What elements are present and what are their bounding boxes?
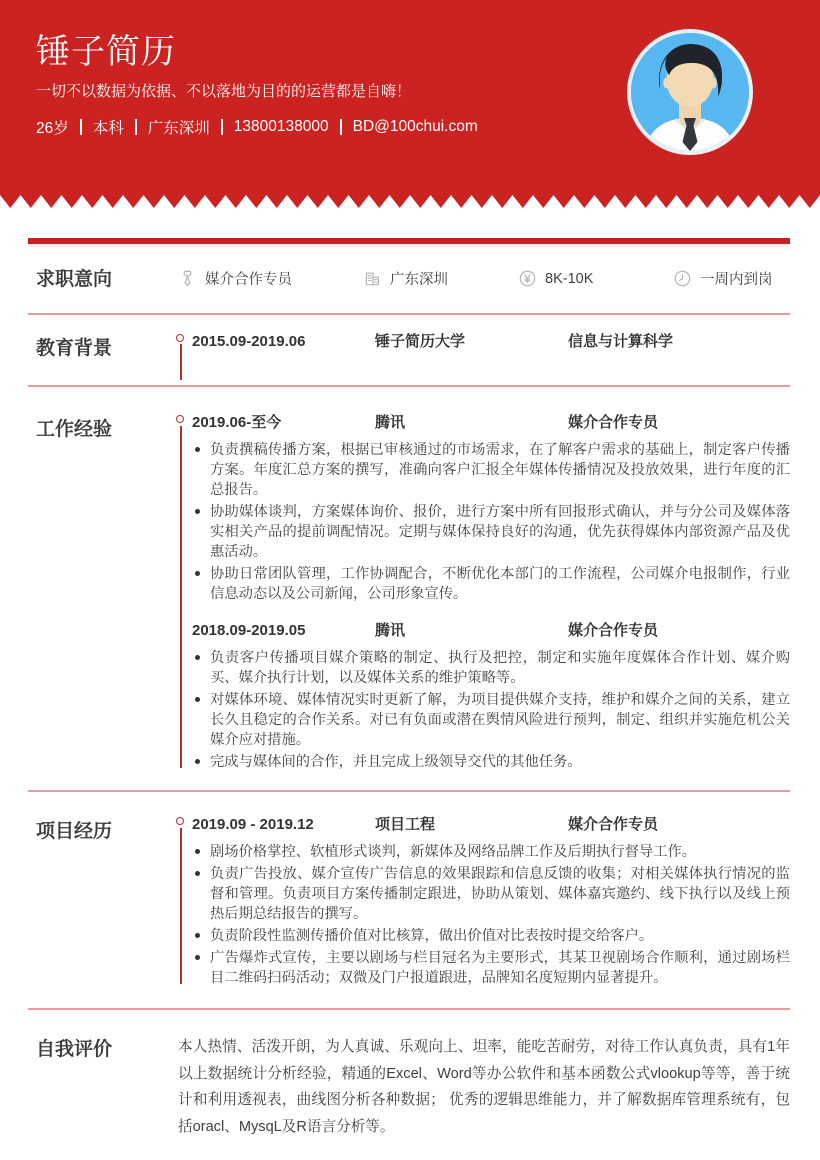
pipe-divider bbox=[80, 119, 82, 135]
work-role: 媒介合作专员 bbox=[568, 414, 659, 431]
project-entry bbox=[192, 814, 790, 988]
work-role: 媒介合作专员 bbox=[568, 622, 659, 639]
intent-label: 一周内到岗 bbox=[700, 272, 773, 288]
info-email: BD@100chui.com bbox=[352, 118, 478, 135]
section-job-intent bbox=[0, 244, 820, 313]
work-bullet-list bbox=[192, 648, 790, 772]
section-title-projects: 项目经历 bbox=[36, 821, 113, 842]
salary-icon bbox=[518, 269, 537, 288]
pipe-divider bbox=[221, 119, 223, 135]
work-timeline bbox=[178, 412, 790, 772]
bullet-item: 协助日常团队管理，工作协调配合，不断优化本部门的工作流程，公司媒介电报制作，行业信息动态以及公司新闻，公司形象宣传。 bbox=[192, 564, 790, 604]
section-projects bbox=[0, 792, 820, 1008]
section-work-experience bbox=[0, 387, 820, 790]
project-bullet-list bbox=[192, 842, 790, 988]
education-entry bbox=[192, 331, 790, 352]
intent-label: 媒介合作专员 bbox=[205, 272, 292, 288]
project-name: 项目工程 bbox=[375, 816, 436, 833]
info-phone: 13800138000 bbox=[233, 118, 329, 135]
tie-icon bbox=[178, 269, 197, 288]
bullet-item: 负责撰稿传播方案，根据已审核通过的市场需求，在了解客户需求的基础上，制定客户传播方案。年度汇总方案的撰写，准确向客户汇报全年媒体传播情况及投放效果，进行年度的汇总报告。 bbox=[192, 440, 790, 500]
bullet-item: 负责广告投放、媒介宣传广告信息的效果跟踪和信息反馈的收集；对相关媒体执行情况的监督和管理。负责项目方案传播制定跟进，协助从策划、媒体嘉宾邀约、线下执行以及线上预热后期总结报告的撰写。 bbox=[192, 864, 790, 924]
clock-icon bbox=[673, 269, 692, 288]
bullet-item: 对媒体环境、媒体情况实时更新了解，为项目提供媒介支持，维护和媒介之间的关系，建立长久且稳定的合作关系。对已有负面或潜在舆情风险进行预判，制定、组织并实施危机公关媒介应对措施。 bbox=[192, 690, 790, 750]
self-evaluation-text: 本人热情、活泼开朗，为人真诚、乐观向上、坦率，能吃苦耐劳，对待工作认真负责，具有1年以上数据统计分析经验，精通的Excel、Word等办公软件和基本函数公式vlookup等等，善于统计和利用透视表，曲线图分析各种数据； 优秀的逻辑思维能力，并了解数据库管理系统有，包括oracl、MysqL及R语言分析等。 bbox=[178, 1039, 790, 1135]
avatar-cartoon-man bbox=[631, 33, 749, 151]
work-bullet-list bbox=[192, 440, 790, 604]
bullet-item: 剧场价格掌控、软植形式谈判，新媒体及网络品牌工作及后期执行督导工作。 bbox=[192, 842, 790, 862]
section-education bbox=[0, 315, 820, 385]
work-period: 2018.09-2019.05 bbox=[192, 622, 306, 639]
section-title-job-intent: 求职意向 bbox=[36, 269, 113, 290]
intent-salary bbox=[518, 269, 673, 288]
bullet-item: 负责阶段性监测传播价值对比核算，做出价值对比表按时提交给客户。 bbox=[192, 926, 790, 946]
education-period: 2015.09-2019.06 bbox=[192, 333, 306, 350]
personal-info bbox=[36, 116, 478, 138]
project-timeline bbox=[178, 814, 790, 988]
intent-label: 广东深圳 bbox=[390, 272, 448, 288]
resume-subtitle: 一切不以数据为依据、不以落地为目的的运营都是自嗨！ bbox=[36, 83, 412, 100]
education-major: 信息与计算科学 bbox=[568, 333, 674, 350]
info-location: 广东深圳 bbox=[147, 120, 210, 137]
bullet-item: 负责客户传播项目媒介策略的制定、执行及把控，制定和实施年度媒体合作计划、媒介购买、媒介执行计划，以及媒体关系的维护策略等。 bbox=[192, 648, 790, 688]
info-degree: 本科 bbox=[92, 120, 124, 137]
section-title-education: 教育背景 bbox=[36, 338, 113, 359]
work-entry bbox=[192, 620, 790, 772]
education-school: 锤子简历大学 bbox=[375, 333, 466, 350]
header-banner bbox=[0, 0, 820, 195]
pipe-divider bbox=[135, 119, 137, 135]
intent-availability bbox=[673, 268, 790, 289]
info-age: 26岁 bbox=[36, 120, 69, 137]
project-role: 媒介合作专员 bbox=[568, 816, 659, 833]
work-company: 腾讯 bbox=[375, 414, 406, 431]
work-period: 2019.06-至今 bbox=[192, 414, 282, 431]
resume-title: 锤子简历 bbox=[36, 33, 176, 71]
bullet-item: 广告爆炸式宣传，主要以剧场与栏目冠名为主要形式，其某卫视剧场合作顺利，通过剧场栏目二维码扫码活动；双微及门户报道跟进，品牌知名度短期内显著提升。 bbox=[192, 948, 790, 988]
bullet-item: 完成与媒体间的合作，并且完成上级领导交代的其他任务。 bbox=[192, 752, 790, 772]
section-title-self-eval: 自我评价 bbox=[36, 1039, 113, 1060]
work-entry bbox=[192, 412, 790, 604]
job-intent-row bbox=[178, 262, 790, 291]
pipe-divider bbox=[340, 119, 342, 135]
project-period: 2019.09 - 2019.12 bbox=[192, 816, 314, 833]
section-title-work: 工作经验 bbox=[36, 419, 113, 440]
resume-body bbox=[0, 244, 820, 1160]
education-timeline bbox=[178, 331, 790, 377]
avatar bbox=[627, 29, 753, 155]
intent-position bbox=[178, 268, 363, 289]
intent-city bbox=[363, 268, 518, 289]
section-self-evaluation bbox=[0, 1010, 820, 1160]
intent-label: 8K-10K bbox=[545, 270, 594, 287]
bullet-item: 协助媒体谈判，方案媒体询价、报价，进行方案中所有回报形式确认，并与分公司及媒体落实相关产品的提前调配情况。定期与媒体保持良好的沟通，优先获得媒体内部资源产品及优惠活动。 bbox=[192, 502, 790, 562]
zigzag-edge bbox=[0, 195, 820, 208]
building-icon bbox=[363, 269, 382, 288]
work-company: 腾讯 bbox=[375, 622, 406, 639]
